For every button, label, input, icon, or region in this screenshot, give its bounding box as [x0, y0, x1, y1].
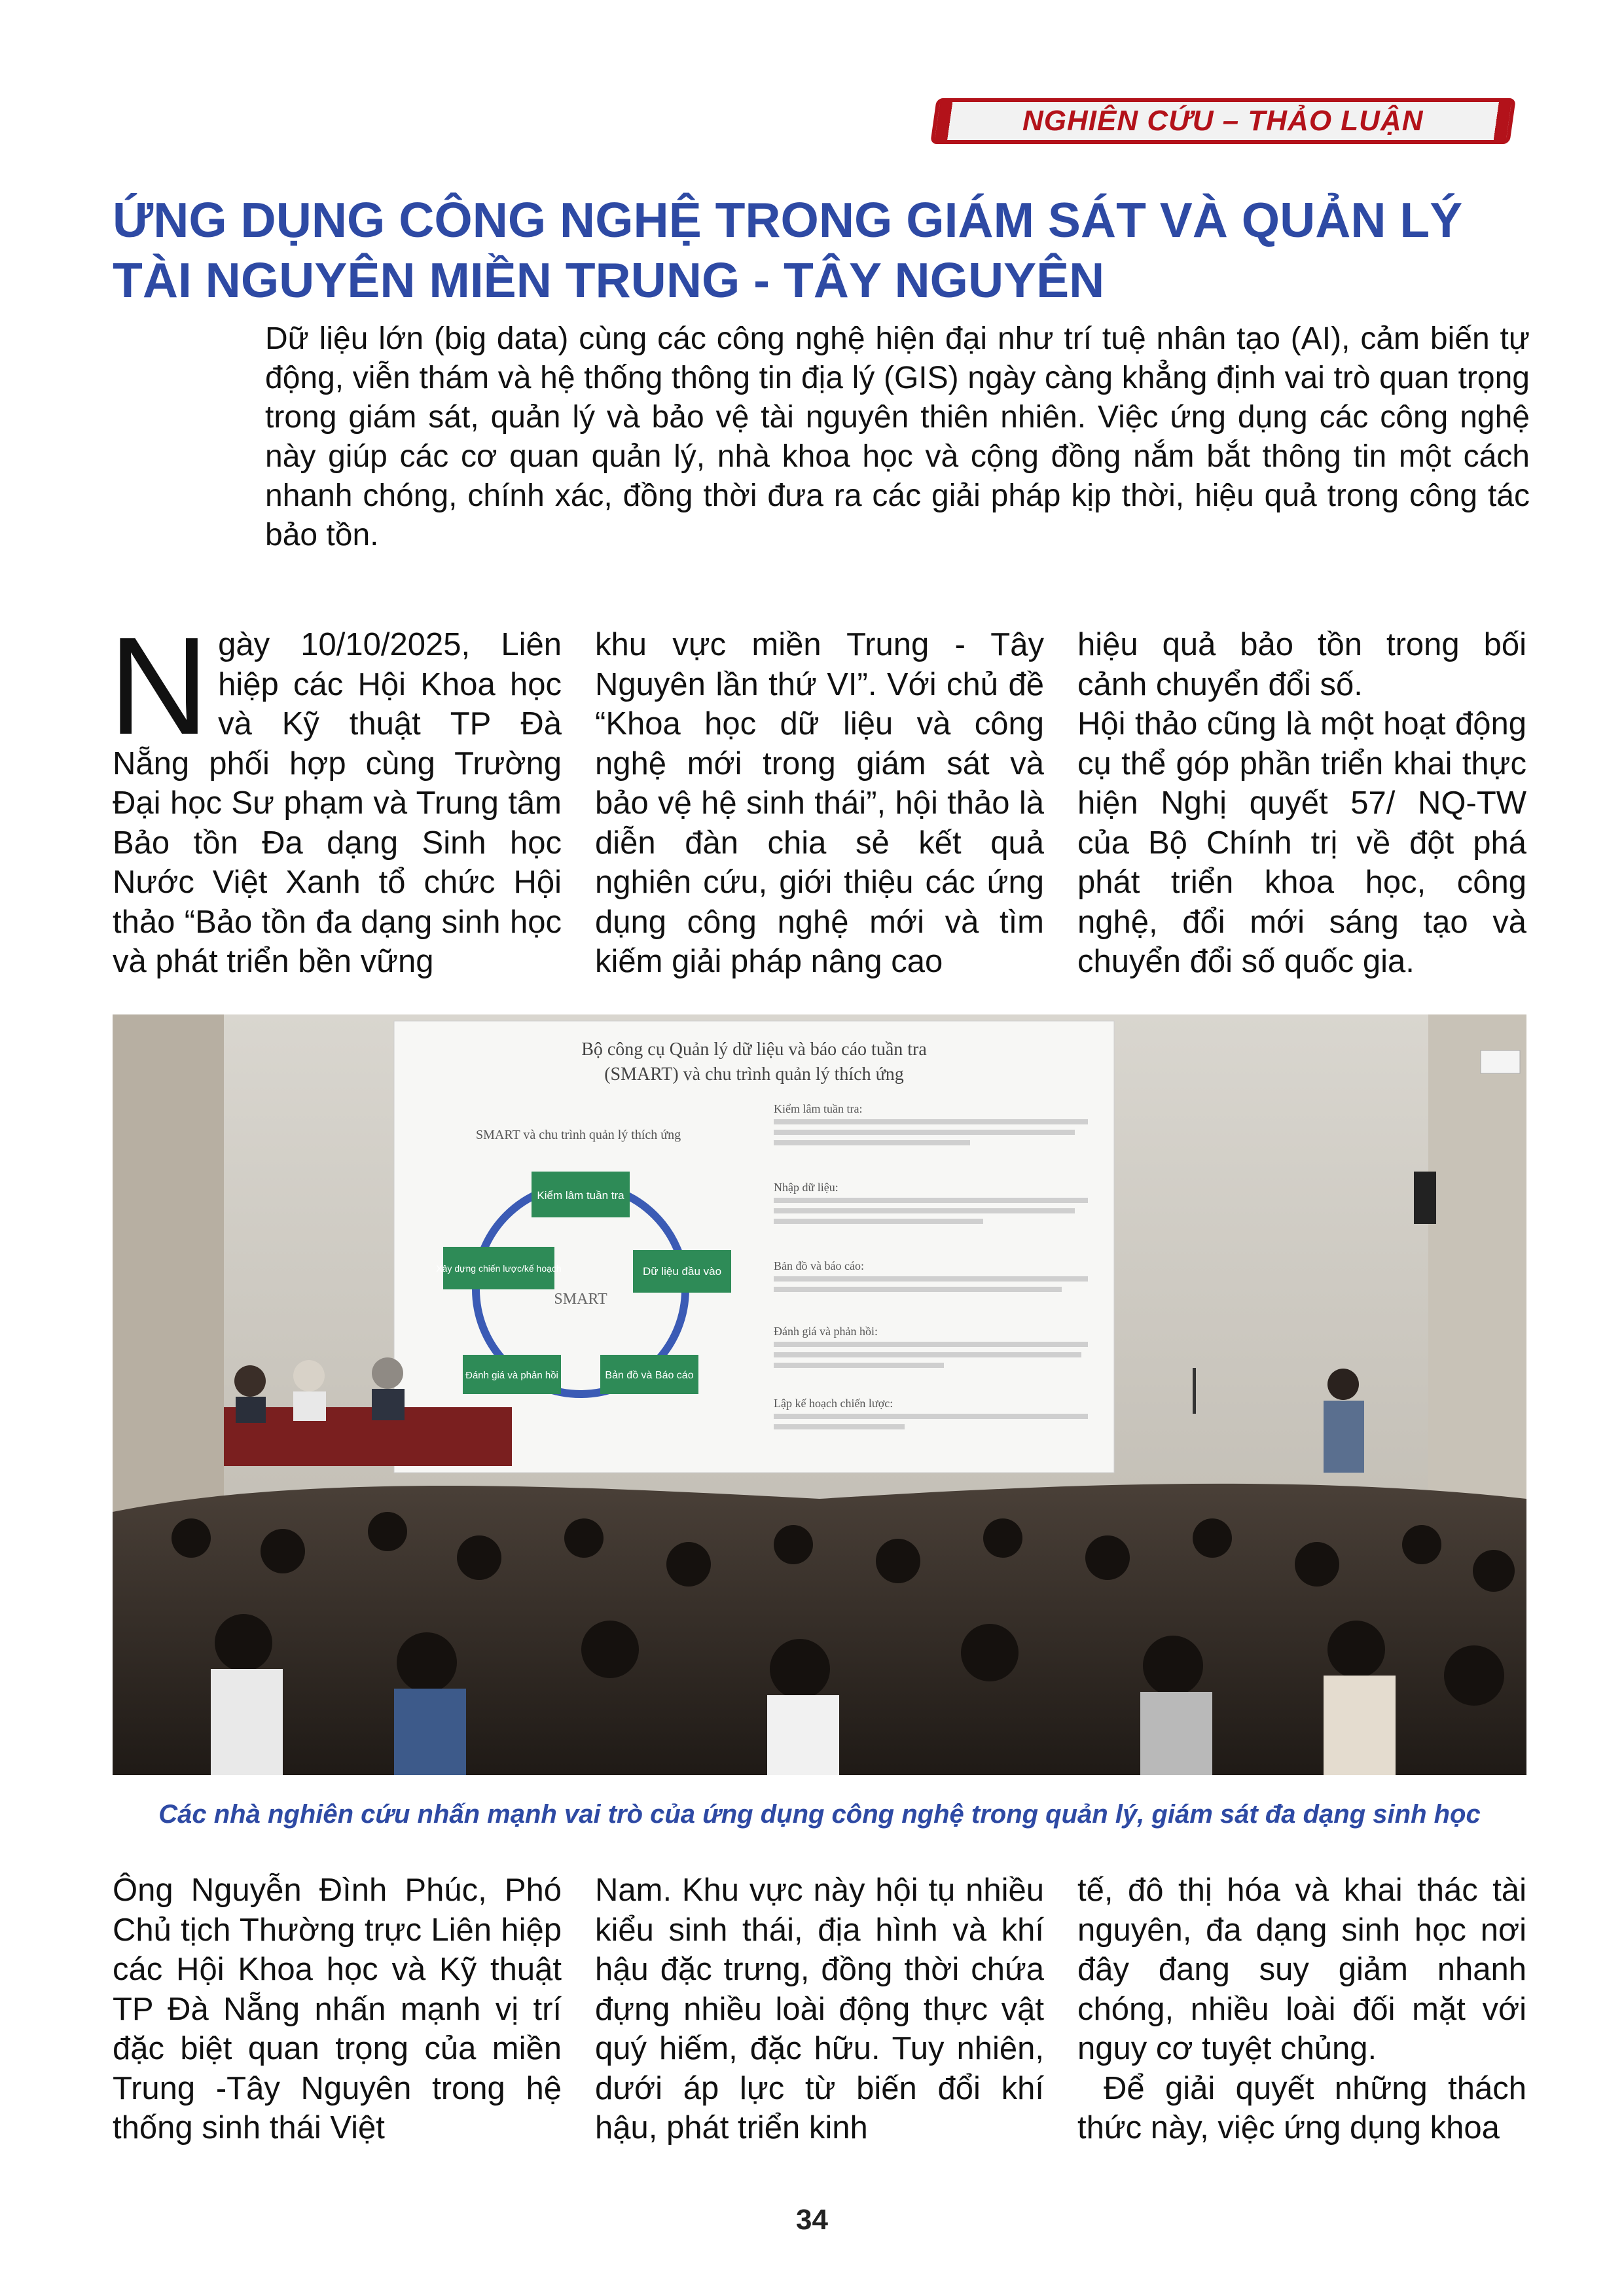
- slide-bullet-head: Nhập dữ liệu:: [774, 1181, 839, 1194]
- cycle-node: [633, 1250, 731, 1293]
- svg-text:Bản đồ và Báo cáo: Bản đồ và Báo cáo: [605, 1370, 694, 1381]
- top-column-2: [595, 625, 1044, 982]
- bottom-column-3: [1077, 1871, 1526, 2148]
- slide-diagram-caption: SMART và chu trình quản lý thích ứng: [476, 1128, 681, 1142]
- presenter: [1327, 1369, 1359, 1400]
- svg-text:Kiểm lâm tuần tra: Kiểm lâm tuần tra: [537, 1189, 624, 1202]
- paragraph: tế, đô thị hóa và khai thác tài nguyên, đa dạng sinh học nơi đây đang suy giảm nhanh chóng, nhiều loài đối mặt với nguy cơ tuyệt chủng.: [1077, 1873, 1526, 2066]
- page-number: 34: [796, 2204, 828, 2236]
- panelist: [234, 1365, 266, 1397]
- section-label: NGHIÊN CỨU – THẢO LUẬN: [1022, 105, 1424, 137]
- article-lead: Dữ liệu lớn (big data) cùng các công nghệ hiện đại như trí tuệ nhân tạo (AI), cảm biến tự động, viễn thám và hệ thống thông tin địa lý (GIS) ngày càng khẳng định vai trò quan trọng trong giám sát, quản lý và bảo vệ tài nguyên thiên nhiên. Việc ứng dụng các công nghệ này giúp các cơ quan quản lý, nhà khoa học và cộng đồng nắm bắt thông tin một cách nhanh chóng, chính xác, đồng thời đưa ra các giải pháp kịp thời, hiệu quả trong công tác bảo tồn.: [265, 321, 1530, 552]
- microphone-stand: [1193, 1368, 1196, 1414]
- panelist: [372, 1357, 403, 1389]
- slide-title-line2: (SMART) và chu trình quản lý thích ứng: [604, 1064, 904, 1085]
- section-tag: [930, 98, 1516, 144]
- smart-center-label: SMART: [554, 1291, 607, 1308]
- cycle-node: [463, 1355, 561, 1394]
- paragraph: Để giải quyết những thách thức này, việc ứng dụng khoa: [1077, 2070, 1526, 2145]
- cycle-node: [532, 1172, 630, 1217]
- photo-caption: Các nhà nghiên cứu nhấn mạnh vai trò của ứng dụng công nghệ trong quản lý, giám sát đa dạng sinh học: [158, 1800, 1481, 1829]
- top-column-1: [109, 608, 562, 982]
- paragraph: Ông Nguyễn Đình Phúc, Phó Chủ tịch Thường trực Liên hiệp các Hội Khoa học và Kỹ thuật TP Đà Nẵng nhấn mạnh vị trí đặc biệt quan trọng của miền Trung -Tây Nguyên trong hệ thống sinh thái Việt: [113, 1873, 562, 2145]
- slide-bullet-head: Lập kế hoạch chiến lược:: [774, 1397, 893, 1410]
- bottom-columns: [113, 1871, 1526, 2148]
- slide-bullet-head: Bản đồ và báo cáo:: [774, 1259, 864, 1272]
- cycle-node: [600, 1355, 698, 1394]
- slide-title-line1: Bộ công cụ Quản lý dữ liệu và báo cáo tuần tra: [581, 1039, 927, 1060]
- air-conditioner: [1481, 1050, 1520, 1073]
- panelist: [293, 1360, 325, 1391]
- paragraph: hiệu quả bảo tồn trong bối cảnh chuyển đổi số.: [1077, 627, 1526, 702]
- speaker-box: [1414, 1172, 1436, 1224]
- article-title: ỨNG DỤNG CÔNG NGHỆ TRONG GIÁM SÁT VÀ QUẢN LÝ TÀI NGUYÊN MIỀN TRUNG - TÂY NGUYÊN: [113, 192, 1463, 308]
- svg-text:Đánh giá và phản hồi: Đánh giá và phản hồi: [465, 1370, 558, 1381]
- slide-bullet-head: Đánh giá và phản hồi:: [774, 1325, 878, 1338]
- cycle-node: [436, 1247, 561, 1289]
- paragraph: khu vực miền Trung - Tây Nguyên lần thứ VI”. Với chủ đề “Khoa học dữ liệu và công nghệ mới trong giám sát và bảo vệ hệ sinh thái”, hội thảo là diễn đàn chia sẻ kết quả nghiên cứu, giới thiệu các ứng dụng công nghệ mới và tìm kiếm giải pháp nâng cao: [595, 627, 1044, 979]
- drop-cap: N: [109, 608, 209, 763]
- panel-table: [224, 1407, 512, 1466]
- paragraph: Hội thảo cũng là một hoạt động cụ thể góp phần triển khai thực hiện Nghị quyết 57/ NQ-TW của Bộ Chính trị về đột phá phát triển khoa học, công nghệ, đổi mới sáng tạo và chuyển đổi số quốc gia.: [1077, 706, 1526, 979]
- conference-photo: [113, 1014, 1526, 1775]
- svg-text:Xây dựng chiến lược/kế hoạch: Xây dựng chiến lược/kế hoạch: [436, 1263, 562, 1274]
- svg-text:Dữ liệu đầu vào: Dữ liệu đầu vào: [642, 1265, 722, 1278]
- paragraph: Nam. Khu vực này hội tụ nhiều kiểu sinh thái, địa hình và khí hậu đặc trưng, đồng thời chứa đựng nhiều loài động thực vật quý hiếm, đặc hữu. Tuy nhiên, dưới áp lực từ biến đổi khí hậu, phát triển kinh: [595, 1873, 1044, 2145]
- bottom-column-1: [113, 1871, 562, 2148]
- top-column-3: [1077, 625, 1526, 982]
- paragraph: gày 10/10/2025, Liên hiệp các Hội Khoa học và Kỹ thuật TP Đà Nẵng phối hợp cùng Trường Đại học Sư phạm và Trung tâm Bảo tồn Đa dạng Sinh học Nước Việt Xanh tổ chức Hội thảo “Bảo tồn đa dạng sinh học và phát triển bền vững: [113, 627, 562, 979]
- bottom-column-2: [595, 1871, 1044, 2148]
- slide-bullet-head: Kiểm lâm tuần tra:: [774, 1102, 863, 1115]
- top-columns: [109, 608, 1526, 982]
